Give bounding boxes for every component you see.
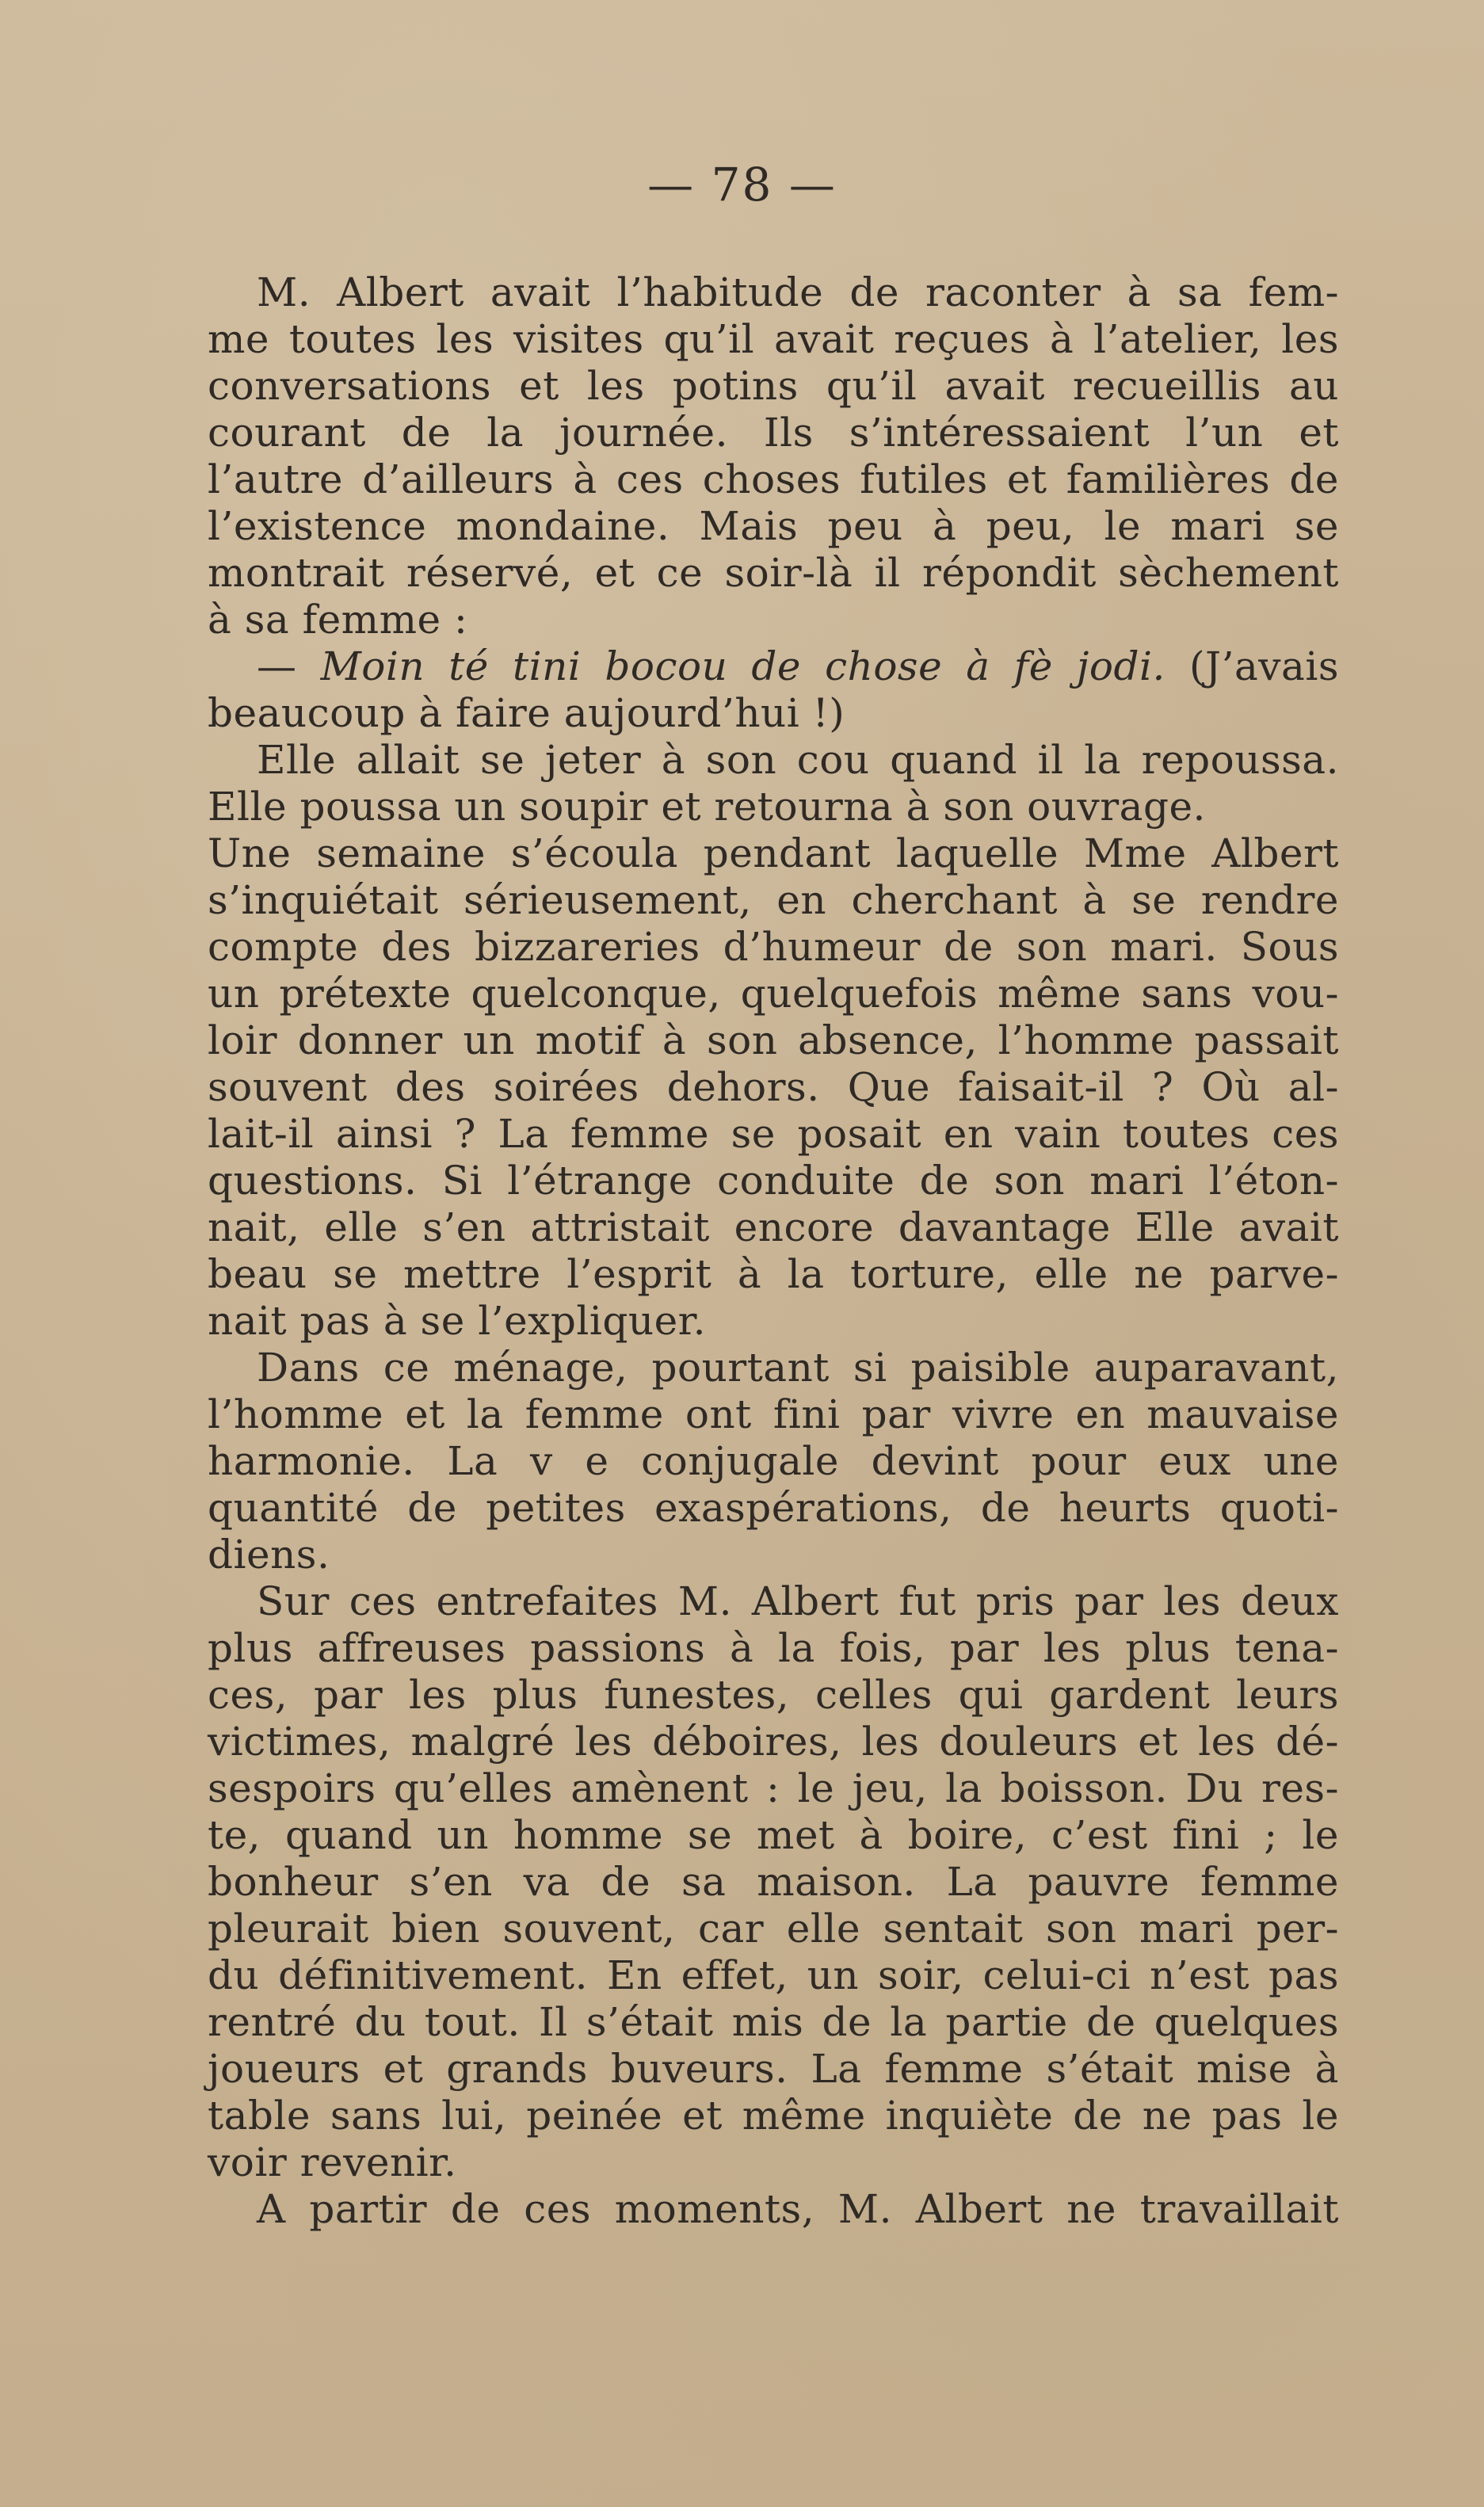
text-line: A partir de ces moments, M. Albert ne travaillait — [257, 2186, 1339, 2232]
text-line: table sans lui, peinée et même inquiète de ne pas le — [208, 2093, 1339, 2139]
text-line: bonheur s’en va de sa maison. La pauvre femme — [208, 1859, 1339, 1905]
text-line: courant de la journée. Ils s’intéressaient l’un et — [208, 410, 1339, 456]
text-line: à sa femme : — [208, 597, 468, 643]
text-line: beaucoup à faire aujourd’hui !) — [208, 690, 845, 736]
text-line: nait, elle s’en attristait encore davantage Elle avait — [208, 1204, 1339, 1250]
text-line: montrait réservé, et ce soir-là il répondit sèchement — [208, 550, 1339, 596]
text-line: Elle poussa un soupir et retourna à son ouvrage. — [208, 784, 1206, 830]
text-line: lait-il ainsi ? La femme se posait en vain toutes ces — [208, 1111, 1339, 1157]
text-segment: — — [257, 643, 321, 689]
text-line: harmonie. La v e conjugale devint pour eux une — [208, 1438, 1339, 1484]
text-line: pleurait bien souvent, car elle sentait son mari per- — [208, 1906, 1339, 1952]
text-line: M. Albert avait l’habitude de raconter à sa fem- — [257, 269, 1339, 315]
text-line: conversations et les potins qu’il avait recueillis au — [208, 363, 1339, 409]
text-line: loir donner un motif à son absence, l’homme passait — [208, 1017, 1339, 1063]
creole-quote: Moin té tini bocou de chose à fè jodi. — [320, 643, 1165, 689]
text-line — [208, 643, 1339, 690]
text-line: nait pas à se l’expliquer. — [208, 1298, 706, 1344]
text-line: victimes, malgré les déboires, les douleurs et les dé- — [208, 1719, 1339, 1765]
text-line: l’existence mondaine. Mais peu à peu, le mari se — [208, 503, 1339, 549]
text-line: un prétexte quelconque, quelquefois même sans vou- — [208, 971, 1339, 1017]
text-line: souvent des soirées dehors. Que faisait-il ? Où al- — [208, 1064, 1339, 1110]
text-line: diens. — [208, 1532, 330, 1578]
page-number: — 78 — — [647, 158, 837, 212]
text-line: sespoirs qu’elles amènent : le jeu, la boisson. Du res- — [208, 1765, 1339, 1811]
text-line: l’autre d’ailleurs à ces choses futiles et familières de — [208, 456, 1339, 502]
text-line: plus affreuses passions à la fois, par les plus tena- — [208, 1625, 1339, 1671]
text-line: voir revenir. — [208, 2139, 457, 2185]
text-line: compte des bizzareries d’humeur de son mari. Sous — [208, 924, 1339, 970]
text-line: rentré du tout. Il s’était mis de la partie de quelques — [208, 1999, 1339, 2045]
text-line: ces, par les plus funestes, celles qui gardent leurs — [208, 1672, 1339, 1718]
text-line: Sur ces entrefaites M. Albert fut pris par les deux — [257, 1578, 1339, 1624]
text-line: quantité de petites exaspérations, de heurts quoti- — [208, 1485, 1339, 1531]
text-line: l’homme et la femme ont fini par vivre en mauvaise — [208, 1391, 1339, 1437]
text-line: me toutes les visites qu’il avait reçues à l’atelier, les — [208, 316, 1339, 362]
text-segment: (J’avais — [1165, 643, 1339, 689]
text-line: te, quand un homme se met à boire, c’est fini ; le — [208, 1812, 1339, 1858]
text-line: beau se mettre l’esprit à la torture, elle ne parve- — [208, 1251, 1339, 1297]
body-text — [208, 269, 1339, 2233]
text-line: questions. Si l’étrange conduite de son mari l’éton- — [208, 1158, 1339, 1204]
text-line: joueurs et grands buveurs. La femme s’était mise à — [208, 2046, 1339, 2092]
text-line: s’inquiétait sérieusement, en cherchant à se rendre — [208, 877, 1339, 923]
text-line: Dans ce ménage, pourtant si paisible auparavant, — [257, 1345, 1339, 1391]
text-line: Une semaine s’écoula pendant laquelle Mme Albert — [208, 830, 1339, 876]
text-line: Elle allait se jeter à son cou quand il la repoussa. — [257, 737, 1339, 783]
text-line: du définitivement. En effet, un soir, celui-ci n’est pas — [208, 1952, 1339, 1998]
